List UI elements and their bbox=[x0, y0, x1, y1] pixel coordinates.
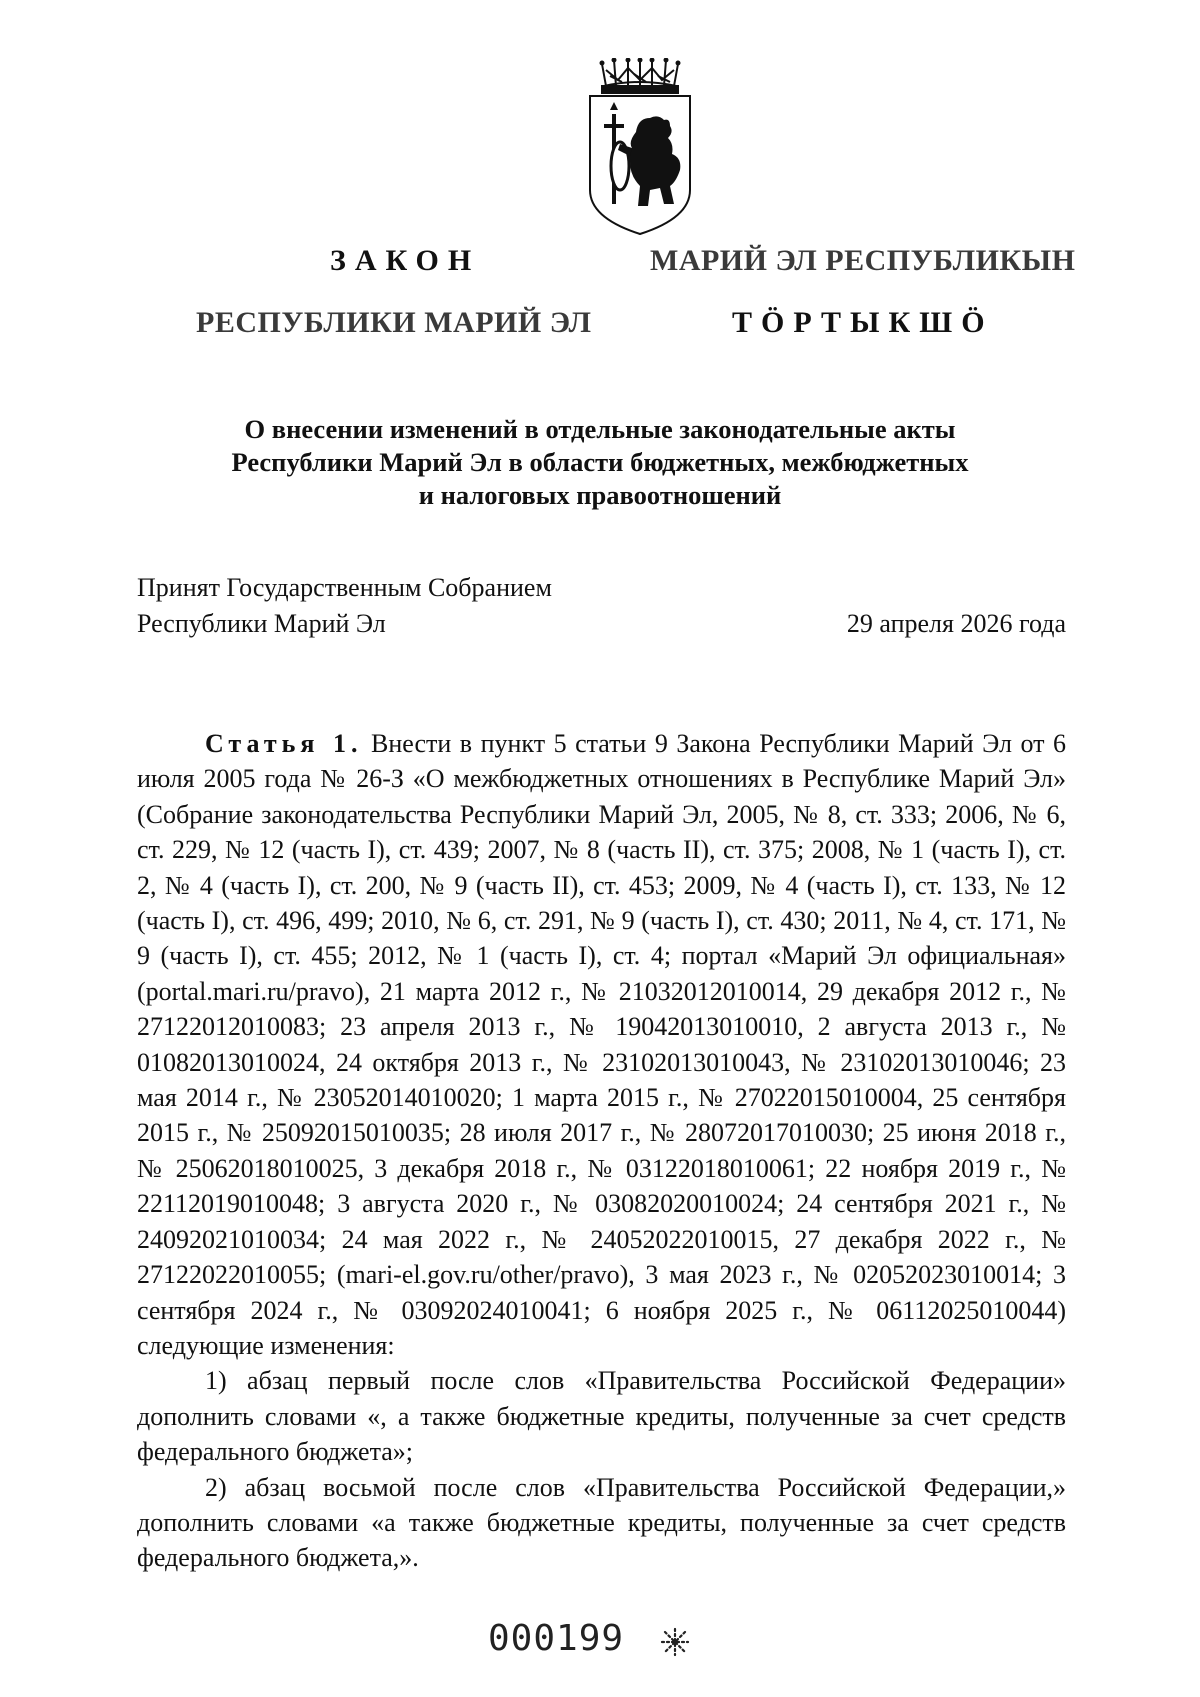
article-1 bbox=[137, 726, 1066, 1576]
asterisk-mark-icon bbox=[660, 1627, 690, 1657]
republic-name-ru: РЕСПУБЛИКИ МАРИЙ ЭЛ bbox=[196, 306, 592, 339]
law-title-line: Республики Марий Эл в области бюджетных, межбюджетных bbox=[231, 447, 969, 477]
document-number: 000199 bbox=[488, 1618, 625, 1659]
adoption-statement bbox=[137, 570, 552, 642]
amendment-item-2: 2) абзац восьмой после слов «Правительства Российской Федерации,» дополнить словами «а также бюджетные кредиты, полученные за счет средств федерального бюджета,». bbox=[137, 1472, 1066, 1573]
adoption-date: 29 апреля 2026 года bbox=[846, 609, 1066, 638]
republic-name-mari: МАРИЙ ЭЛ РЕСПУБЛИКЫН bbox=[650, 244, 1076, 277]
adoption-line: Республики Марий Эл bbox=[137, 609, 386, 638]
article-1-paragraph bbox=[137, 726, 1066, 1363]
law-title-line: и налоговых правоотношений bbox=[418, 480, 782, 510]
amendment-item-1: 1) абзац первый после слов «Правительства Российской Федерации» дополнить словами «, а также бюджетные кредиты, полученные за счет средств федерального бюджета»; bbox=[137, 1366, 1066, 1467]
law-title-line: О внесении изменений в отдельные законодательные акты bbox=[244, 414, 956, 444]
law-heading-mari: ТӦРТЫКШӦ bbox=[732, 306, 994, 339]
adoption-line: Принят Государственным Собранием bbox=[137, 573, 552, 602]
coat-of-arms-icon bbox=[584, 58, 696, 236]
article-label: Статья 1. bbox=[205, 729, 363, 758]
law-title bbox=[140, 413, 1060, 512]
law-heading-ru: ЗАКОН bbox=[330, 244, 481, 277]
article-1-text: Внести в пункт 5 статьи 9 Закона Республики Марий Эл от 6 июля 2005 года № 26-З «О межбюджетных отношениях в Республике Марий Эл» (Собрание законодательства Республики Марий Эл, 2005, № 8, ст. 333; 2006, № 6, ст. 229, № 12 (часть I), ст. 439; 2007, № 8 (часть II), ст. 375; 2008, № 1 (часть I), ст. 2, № 4 (часть I), ст. 200, № 9 (часть II), ст. 453; 2009, № 4 (часть I), ст. 133, № 12 (часть I), ст. 496, 499; 2010, № 6, ст. 291, № 9 (часть I), ст. 430; 2011, № 4, ст. 171, № 9 (часть I), ст. 455; 2012, № 1 (часть I), ст. 4; портал «Марий Эл официальная» (portal.mari.ru/pravo), 21 марта 2012 г., № 21032012010014, 29 декабря 2012 г., № 27122012010083; 23 апреля 2013 г., № 19042013010010, 2 августа 2013 г., № 01082013010024, 24 октября 2013 г., № 23102013010043, № 23102013010046; 23 мая 2014 г., № 23052014010020; 1 марта 2015 г., № 27022015010004, 25 сентября 2015 г., № 25092015010035; 28 июля 2017 г., № 28072017010030; 25 июня 2018 г., № 25062018010025, 3 декабря 2018 г., № 03122018010061; 22 ноября 2019 г., № 22112019010048; 3 августа 2020 г., № 03082020010024; 24 сентября 2021 г., № 24092021010034; 24 мая 2022 г., № 24052022010015, 27 декабря 2022 г., № 27122022010055; (mari-el.gov.ru/other/pravo), 3 мая 2023 г., № 02052023010014; 3 сентября 2024 г., № 03092024010041; 6 ноября 2025 г., № 06112025010044) следующие изменения: bbox=[137, 729, 1067, 1360]
